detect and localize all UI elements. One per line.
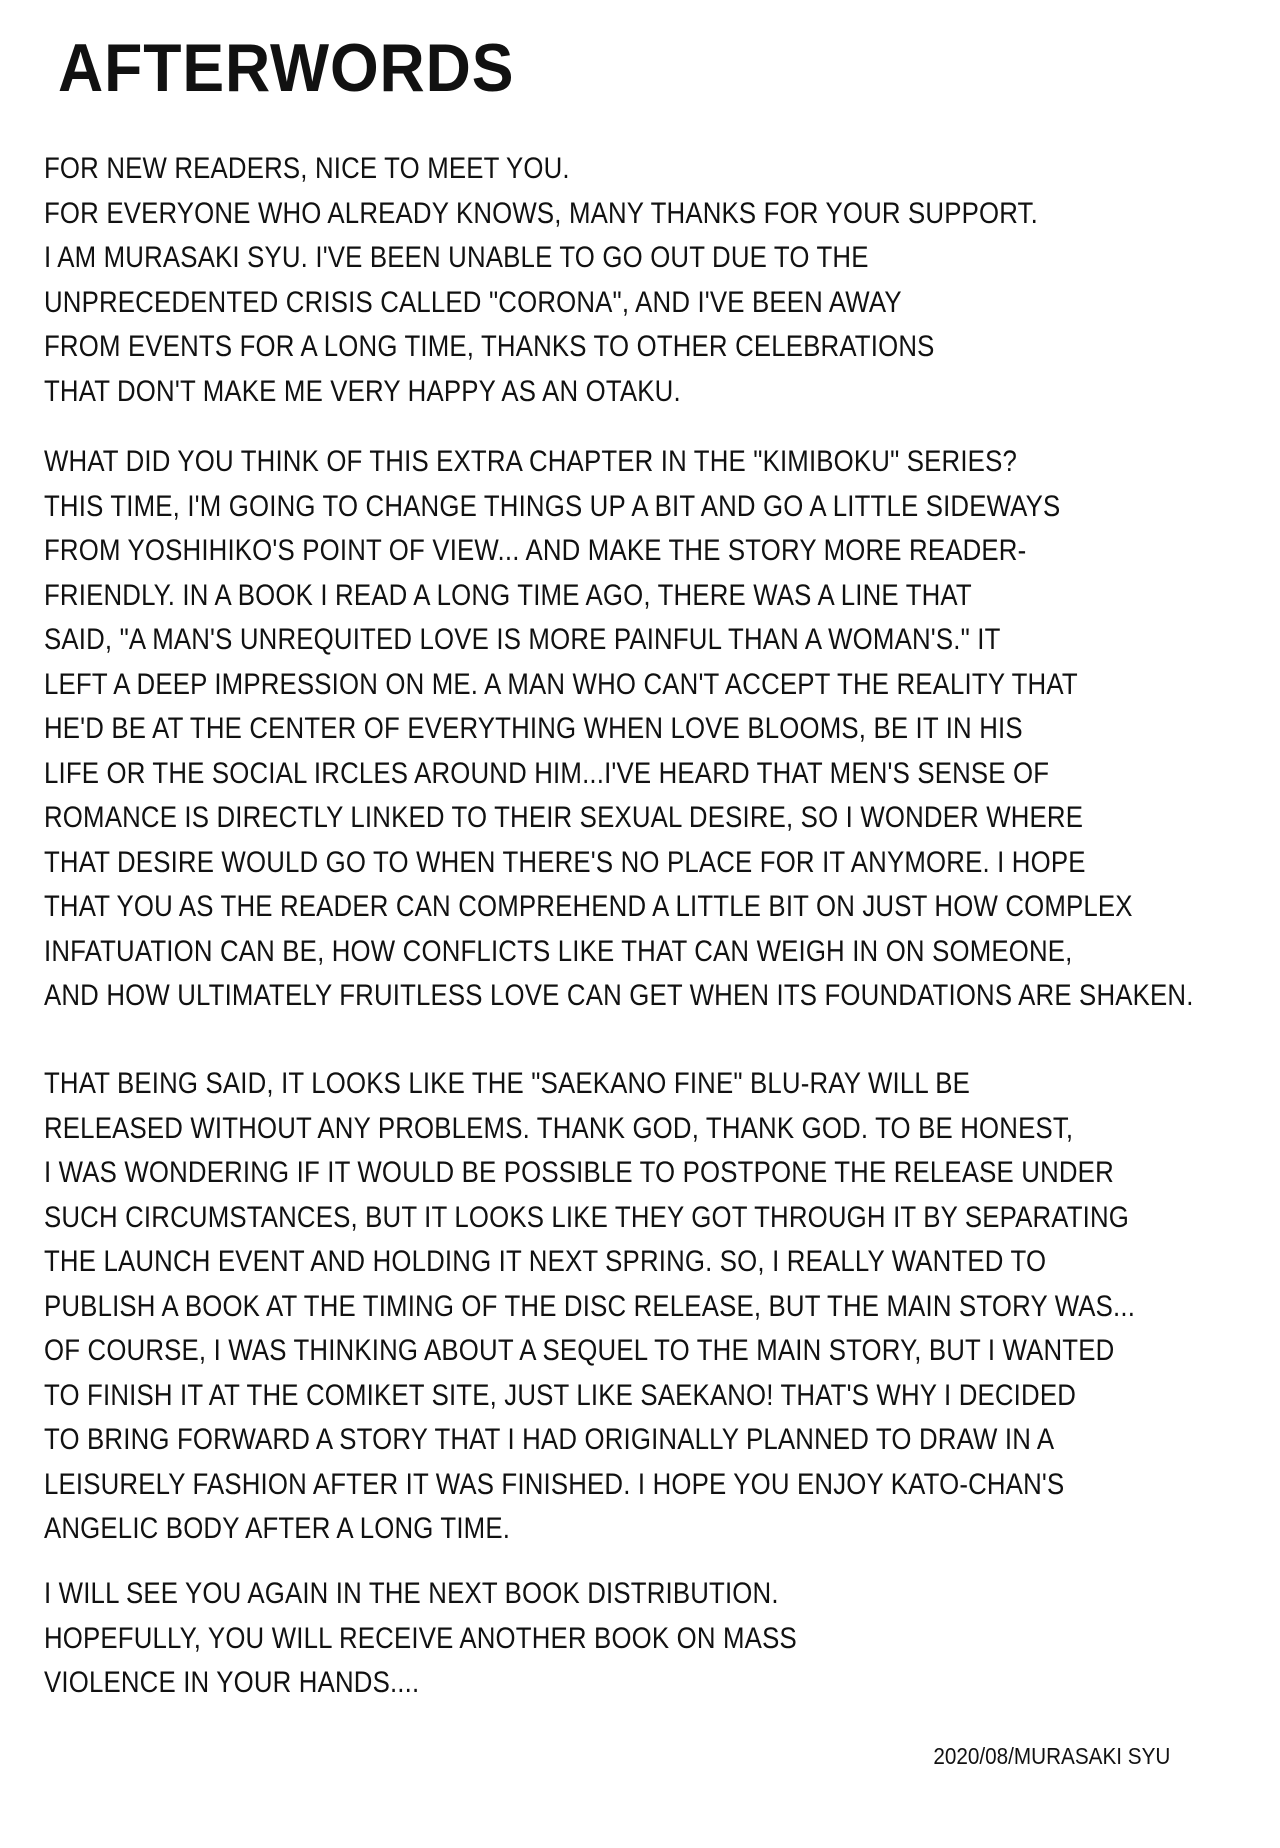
text-line: LEFT A DEEP IMPRESSION ON ME. A MAN WHO CAN'T ACCEPT THE REALITY THAT [44, 667, 1078, 701]
text-line: FOR EVERYONE WHO ALREADY KNOWS, MANY THANKS FOR YOUR SUPPORT. [44, 196, 1038, 230]
text-line: I WILL SEE YOU AGAIN IN THE NEXT BOOK DISTRIBUTION. [44, 1577, 779, 1610]
text-line: VIOLENCE IN YOUR HANDS.... [44, 1666, 420, 1699]
text-line: FROM YOSHIHIKO'S POINT OF VIEW... AND MAKE THE STORY MORE READER- [44, 534, 1027, 567]
text-line: LEISURELY FASHION AFTER IT WAS FINISHED. I HOPE YOU ENJOY KATO-CHAN'S [44, 1467, 1065, 1501]
page-title: AFTERWORDS [58, 30, 515, 106]
text-line: THAT YOU AS THE READER CAN COMPREHEND A LITTLE BIT ON JUST HOW COMPLEX [44, 890, 1133, 923]
text-line: I AM MURASAKI SYU. I'VE BEEN UNABLE TO GO OUT DUE TO THE [44, 241, 869, 274]
text-line: RELEASED WITHOUT ANY PROBLEMS. THANK GOD, THANK GOD. TO BE HONEST, [44, 1111, 1074, 1145]
text-line: LIFE OR THE SOCIAL IRCLES AROUND HIM...I'VE HEARD THAT MEN'S SENSE OF [44, 756, 1050, 790]
text-line: SAID, "A MAN'S UNREQUITED LOVE IS MORE PAINFUL THAN A WOMAN'S." IT [44, 623, 1001, 656]
text-line: I WAS WONDERING IF IT WOULD BE POSSIBLE TO POSTPONE THE RELEASE UNDER [44, 1156, 1114, 1189]
text-line: THAT BEING SAID, IT LOOKS LIKE THE "SAEKANO FINE" BLU-RAY WILL BE [44, 1067, 971, 1100]
text-line: HE'D BE AT THE CENTER OF EVERYTHING WHEN LOVE BLOOMS, BE IT IN HIS [44, 712, 1023, 745]
paragraph-bluray-release [44, 1062, 1280, 1552]
text-line: INFATUATION CAN BE, HOW CONFLICTS LIKE THAT CAN WEIGH IN ON SOMEONE, [44, 934, 1073, 968]
text-line: ROMANCE IS DIRECTLY LINKED TO THEIR SEXUAL DESIRE, SO I WONDER WHERE [44, 801, 1084, 834]
text-line: THIS TIME, I'M GOING TO CHANGE THINGS UP A BIT AND GO A LITTLE SIDEWAYS [44, 489, 1061, 523]
text-line: ANGELIC BODY AFTER A LONG TIME. [44, 1512, 511, 1545]
text-line: FROM EVENTS FOR A LONG TIME, THANKS TO OTHER CELEBRATIONS [44, 330, 935, 363]
text-line: TO FINISH IT AT THE COMIKET SITE, JUST LIKE SAEKANO! THAT'S WHY I DECIDED [44, 1378, 1077, 1412]
text-line: PUBLISH A BOOK AT THE TIMING OF THE DISC RELEASE, BUT THE MAIN STORY WAS... [44, 1289, 1136, 1323]
text-line: THAT DESIRE WOULD GO TO WHEN THERE'S NO PLACE FOR IT ANYMORE. I HOPE [44, 845, 1086, 879]
text-line: WHAT DID YOU THINK OF THIS EXTRA CHAPTER IN THE "KIMIBOKU" SERIES? [44, 445, 1017, 478]
text-line: SUCH CIRCUMSTANCES, BUT IT LOOKS LIKE THEY GOT THROUGH IT BY SEPARATING [44, 1200, 1130, 1234]
text-line: UNPRECEDENTED CRISIS CALLED "CORONA", AND I'VE BEEN AWAY [44, 285, 902, 319]
author-signature: 2020/08/MURASAKI SYU [932, 1743, 1170, 1769]
text-line: THE LAUNCH EVENT AND HOLDING IT NEXT SPRING. SO, I REALLY WANTED TO [44, 1245, 1047, 1278]
text-line: FOR NEW READERS, NICE TO MEET YOU. [44, 152, 570, 185]
text-line: FRIENDLY. IN A BOOK I READ A LONG TIME AGO, THERE WAS A LINE THAT [44, 578, 972, 612]
paragraph-farewell [44, 1572, 919, 1706]
text-line: HOPEFULLY, YOU WILL RECEIVE ANOTHER BOOK ON MASS [44, 1621, 797, 1655]
text-line: AND HOW ULTIMATELY FRUITLESS LOVE CAN GET WHEN ITS FOUNDATIONS ARE SHAKEN. [44, 979, 1194, 1012]
paragraph-chapter-thoughts [44, 440, 1280, 1019]
paragraph-greeting [44, 147, 1200, 414]
text-line: OF COURSE, I WAS THINKING ABOUT A SEQUEL TO THE MAIN STORY, BUT I WANTED [44, 1334, 1115, 1367]
text-line: TO BRING FORWARD A STORY THAT I HAD ORIGINALLY PLANNED TO DRAW IN A [44, 1423, 1055, 1456]
text-line: THAT DON'T MAKE ME VERY HAPPY AS AN OTAKU. [44, 374, 681, 408]
